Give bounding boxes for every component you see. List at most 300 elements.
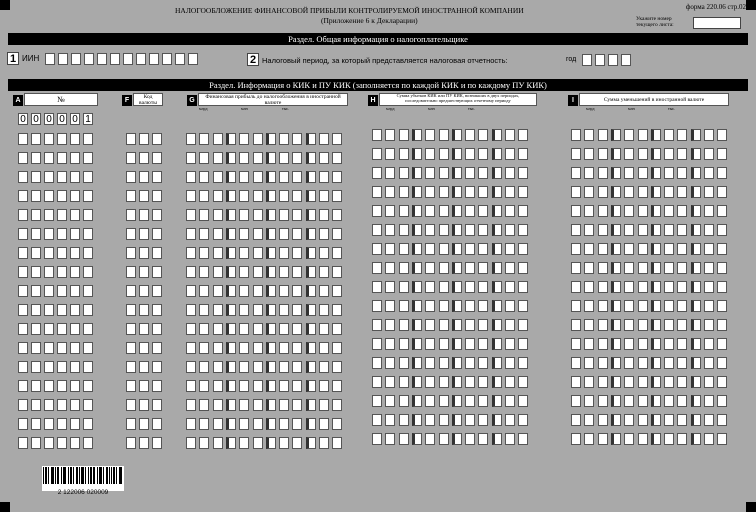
reductions-cell[interactable] [638, 167, 648, 179]
financial-profit-cell[interactable] [306, 209, 316, 221]
kik-number-cell[interactable] [31, 285, 41, 297]
financial-profit-cell[interactable] [253, 228, 263, 240]
reductions-cell[interactable] [638, 186, 648, 198]
financial-profit-cell[interactable] [279, 342, 289, 354]
losses-cell[interactable] [372, 224, 382, 236]
losses-cell[interactable] [492, 186, 502, 198]
losses-cell[interactable] [505, 300, 515, 312]
financial-profit-cell[interactable] [226, 266, 236, 278]
iin-digit-cell[interactable] [71, 53, 81, 65]
financial-profit-cell[interactable] [199, 342, 209, 354]
kik-number-cell[interactable] [18, 304, 28, 316]
kik-number-cell[interactable] [83, 190, 93, 202]
financial-profit-cell[interactable] [279, 285, 289, 297]
currency-code-cell[interactable] [126, 323, 136, 335]
financial-profit-cell[interactable] [266, 437, 276, 449]
reductions-cell[interactable] [717, 414, 727, 426]
financial-profit-cell[interactable] [306, 228, 316, 240]
reductions-cell[interactable] [677, 338, 687, 350]
losses-cell[interactable] [439, 129, 449, 141]
reductions-cell[interactable] [611, 243, 621, 255]
financial-profit-cell[interactable] [213, 380, 223, 392]
financial-profit-cell[interactable] [253, 418, 263, 430]
losses-cell[interactable] [465, 262, 475, 274]
losses-cell[interactable] [452, 243, 462, 255]
losses-cell[interactable] [465, 148, 475, 160]
losses-cell[interactable] [478, 205, 488, 217]
currency-code-cell[interactable] [139, 228, 149, 240]
financial-profit-cell[interactable] [292, 304, 302, 316]
losses-cell[interactable] [372, 205, 382, 217]
financial-profit-cell[interactable] [279, 228, 289, 240]
currency-code-cell[interactable] [152, 437, 162, 449]
financial-profit-cell[interactable] [199, 247, 209, 259]
currency-code-cell[interactable] [152, 133, 162, 145]
financial-profit-cell[interactable] [279, 304, 289, 316]
losses-cell[interactable] [385, 300, 395, 312]
reductions-cell[interactable] [651, 433, 661, 445]
financial-profit-cell[interactable] [213, 437, 223, 449]
financial-profit-cell[interactable] [292, 285, 302, 297]
financial-profit-cell[interactable] [319, 133, 329, 145]
reductions-cell[interactable] [611, 414, 621, 426]
losses-cell[interactable] [452, 338, 462, 350]
reductions-cell[interactable] [691, 376, 701, 388]
reductions-cell[interactable] [664, 262, 674, 274]
reductions-cell[interactable] [624, 376, 634, 388]
reductions-cell[interactable] [584, 319, 594, 331]
losses-cell[interactable] [372, 167, 382, 179]
losses-cell[interactable] [452, 319, 462, 331]
kik-number-cell[interactable] [31, 342, 41, 354]
iin-digit-cell[interactable] [84, 53, 94, 65]
currency-code-cell[interactable] [139, 361, 149, 373]
kik-number-cell[interactable] [18, 418, 28, 430]
reductions-cell[interactable] [664, 148, 674, 160]
kik-number-cell[interactable] [83, 418, 93, 430]
currency-code-cell[interactable] [139, 437, 149, 449]
reductions-cell[interactable] [651, 148, 661, 160]
losses-cell[interactable] [385, 414, 395, 426]
reductions-cell[interactable] [638, 357, 648, 369]
kik-number-cell[interactable] [18, 209, 28, 221]
losses-cell[interactable] [465, 243, 475, 255]
financial-profit-cell[interactable] [199, 361, 209, 373]
losses-cell[interactable] [465, 167, 475, 179]
financial-profit-cell[interactable] [306, 304, 316, 316]
losses-cell[interactable] [412, 414, 422, 426]
kik-number-cell[interactable] [44, 133, 54, 145]
kik-number-cell[interactable] [57, 323, 67, 335]
losses-cell[interactable] [372, 414, 382, 426]
losses-cell[interactable] [505, 167, 515, 179]
losses-cell[interactable] [478, 395, 488, 407]
losses-cell[interactable] [439, 300, 449, 312]
financial-profit-cell[interactable] [239, 342, 249, 354]
reductions-cell[interactable] [664, 338, 674, 350]
currency-code-cell[interactable] [152, 152, 162, 164]
reductions-cell[interactable] [624, 357, 634, 369]
losses-cell[interactable] [518, 414, 528, 426]
financial-profit-cell[interactable] [306, 266, 316, 278]
losses-cell[interactable] [478, 357, 488, 369]
financial-profit-cell[interactable] [186, 361, 196, 373]
losses-cell[interactable] [478, 167, 488, 179]
reductions-cell[interactable] [624, 129, 634, 141]
reductions-cell[interactable] [584, 186, 594, 198]
financial-profit-cell[interactable] [319, 380, 329, 392]
losses-cell[interactable] [452, 224, 462, 236]
reductions-cell[interactable] [651, 338, 661, 350]
kik-number-cell[interactable] [83, 152, 93, 164]
financial-profit-cell[interactable] [239, 323, 249, 335]
losses-cell[interactable] [425, 129, 435, 141]
financial-profit-cell[interactable] [279, 171, 289, 183]
currency-code-cell[interactable] [152, 304, 162, 316]
reductions-cell[interactable] [691, 167, 701, 179]
losses-cell[interactable] [412, 148, 422, 160]
reductions-cell[interactable] [624, 148, 634, 160]
currency-code-cell[interactable] [126, 418, 136, 430]
financial-profit-cell[interactable] [266, 266, 276, 278]
kik-number-cell[interactable] [70, 323, 80, 335]
kik-number-cell[interactable] [83, 285, 93, 297]
financial-profit-cell[interactable] [226, 399, 236, 411]
losses-cell[interactable] [412, 319, 422, 331]
losses-cell[interactable] [425, 243, 435, 255]
losses-cell[interactable] [478, 376, 488, 388]
losses-cell[interactable] [439, 224, 449, 236]
losses-cell[interactable] [399, 300, 409, 312]
financial-profit-cell[interactable] [186, 285, 196, 297]
currency-code-cell[interactable] [139, 152, 149, 164]
financial-profit-cell[interactable] [292, 190, 302, 202]
losses-cell[interactable] [452, 414, 462, 426]
kik-number-cell[interactable] [18, 247, 28, 259]
reductions-cell[interactable] [691, 395, 701, 407]
reductions-cell[interactable] [638, 414, 648, 426]
reductions-cell[interactable] [584, 129, 594, 141]
losses-cell[interactable] [478, 224, 488, 236]
kik-number-cell[interactable] [83, 171, 93, 183]
losses-cell[interactable] [412, 167, 422, 179]
reductions-cell[interactable] [664, 129, 674, 141]
losses-cell[interactable] [452, 300, 462, 312]
kik-number-cell[interactable] [57, 418, 67, 430]
losses-cell[interactable] [385, 338, 395, 350]
reductions-cell[interactable] [704, 129, 714, 141]
kik-number-cell[interactable] [57, 304, 67, 316]
financial-profit-cell[interactable] [226, 361, 236, 373]
reductions-cell[interactable] [677, 129, 687, 141]
reductions-cell[interactable] [664, 395, 674, 407]
kik-number-cell[interactable] [44, 399, 54, 411]
losses-cell[interactable] [505, 414, 515, 426]
financial-profit-cell[interactable] [213, 361, 223, 373]
financial-profit-cell[interactable] [186, 418, 196, 430]
reductions-cell[interactable] [598, 395, 608, 407]
financial-profit-cell[interactable] [186, 228, 196, 240]
losses-cell[interactable] [439, 338, 449, 350]
financial-profit-cell[interactable] [226, 380, 236, 392]
reductions-cell[interactable] [677, 167, 687, 179]
reductions-cell[interactable] [677, 281, 687, 293]
kik-number-cell[interactable] [18, 399, 28, 411]
financial-profit-cell[interactable] [199, 323, 209, 335]
losses-cell[interactable] [399, 148, 409, 160]
losses-cell[interactable] [412, 224, 422, 236]
reductions-cell[interactable] [571, 129, 581, 141]
reductions-cell[interactable] [571, 148, 581, 160]
reductions-cell[interactable] [584, 167, 594, 179]
losses-cell[interactable] [465, 300, 475, 312]
financial-profit-cell[interactable] [266, 247, 276, 259]
kik-number-cell[interactable] [31, 323, 41, 335]
losses-cell[interactable] [518, 338, 528, 350]
reductions-cell[interactable] [598, 205, 608, 217]
iin-digit-cell[interactable] [58, 53, 68, 65]
losses-cell[interactable] [385, 319, 395, 331]
currency-code-cell[interactable] [139, 285, 149, 297]
currency-code-cell[interactable] [126, 266, 136, 278]
reductions-cell[interactable] [651, 262, 661, 274]
financial-profit-cell[interactable] [199, 152, 209, 164]
losses-cell[interactable] [492, 338, 502, 350]
year-digit-cell[interactable] [621, 54, 631, 66]
kik-number-cell[interactable] [70, 190, 80, 202]
financial-profit-cell[interactable] [266, 285, 276, 297]
financial-profit-cell[interactable] [213, 152, 223, 164]
currency-code-cell[interactable] [152, 399, 162, 411]
financial-profit-cell[interactable] [199, 418, 209, 430]
reductions-cell[interactable] [598, 167, 608, 179]
losses-cell[interactable] [505, 205, 515, 217]
financial-profit-cell[interactable] [239, 152, 249, 164]
losses-cell[interactable] [425, 338, 435, 350]
currency-code-cell[interactable] [152, 171, 162, 183]
financial-profit-cell[interactable] [253, 152, 263, 164]
sheet-number-field[interactable] [693, 17, 741, 29]
currency-code-cell[interactable] [139, 247, 149, 259]
reductions-cell[interactable] [717, 433, 727, 445]
financial-profit-cell[interactable] [279, 361, 289, 373]
losses-cell[interactable] [399, 281, 409, 293]
financial-profit-cell[interactable] [319, 437, 329, 449]
financial-profit-cell[interactable] [332, 171, 342, 183]
financial-profit-cell[interactable] [292, 133, 302, 145]
financial-profit-cell[interactable] [319, 209, 329, 221]
losses-cell[interactable] [385, 224, 395, 236]
kik-number-cell[interactable] [18, 190, 28, 202]
losses-cell[interactable] [439, 414, 449, 426]
kik-number-cell[interactable] [31, 399, 41, 411]
kik-number-cell[interactable] [83, 342, 93, 354]
financial-profit-cell[interactable] [306, 247, 316, 259]
losses-cell[interactable] [492, 224, 502, 236]
financial-profit-cell[interactable] [226, 228, 236, 240]
losses-cell[interactable] [439, 186, 449, 198]
losses-cell[interactable] [385, 167, 395, 179]
financial-profit-cell[interactable] [279, 247, 289, 259]
losses-cell[interactable] [518, 224, 528, 236]
financial-profit-cell[interactable] [239, 418, 249, 430]
financial-profit-cell[interactable] [266, 133, 276, 145]
reductions-cell[interactable] [611, 281, 621, 293]
reductions-cell[interactable] [677, 319, 687, 331]
reductions-cell[interactable] [677, 243, 687, 255]
losses-cell[interactable] [425, 224, 435, 236]
losses-cell[interactable] [425, 205, 435, 217]
currency-code-cell[interactable] [126, 399, 136, 411]
reductions-cell[interactable] [664, 224, 674, 236]
kik-number-cell[interactable] [44, 228, 54, 240]
losses-cell[interactable] [478, 414, 488, 426]
currency-code-cell[interactable] [152, 266, 162, 278]
losses-cell[interactable] [425, 414, 435, 426]
losses-cell[interactable] [465, 281, 475, 293]
losses-cell[interactable] [492, 376, 502, 388]
financial-profit-cell[interactable] [279, 266, 289, 278]
financial-profit-cell[interactable] [253, 380, 263, 392]
currency-code-cell[interactable] [139, 399, 149, 411]
reductions-cell[interactable] [717, 186, 727, 198]
reductions-cell[interactable] [571, 357, 581, 369]
reductions-cell[interactable] [584, 205, 594, 217]
reductions-cell[interactable] [638, 243, 648, 255]
reductions-cell[interactable] [717, 205, 727, 217]
losses-cell[interactable] [372, 243, 382, 255]
losses-cell[interactable] [505, 338, 515, 350]
reductions-cell[interactable] [704, 148, 714, 160]
reductions-cell[interactable] [691, 148, 701, 160]
kik-number-cell[interactable] [18, 342, 28, 354]
financial-profit-cell[interactable] [306, 285, 316, 297]
financial-profit-cell[interactable] [213, 323, 223, 335]
kik-number-cell[interactable] [18, 380, 28, 392]
financial-profit-cell[interactable] [306, 380, 316, 392]
kik-number-cell[interactable] [57, 247, 67, 259]
reductions-cell[interactable] [664, 433, 674, 445]
currency-code-cell[interactable] [139, 190, 149, 202]
reductions-cell[interactable] [717, 395, 727, 407]
losses-cell[interactable] [399, 395, 409, 407]
financial-profit-cell[interactable] [292, 228, 302, 240]
losses-cell[interactable] [452, 186, 462, 198]
financial-profit-cell[interactable] [306, 437, 316, 449]
kik-number-cell[interactable] [44, 304, 54, 316]
reductions-cell[interactable] [571, 414, 581, 426]
financial-profit-cell[interactable] [239, 171, 249, 183]
currency-code-cell[interactable] [139, 380, 149, 392]
reductions-cell[interactable] [664, 300, 674, 312]
kik-number-cell[interactable] [57, 285, 67, 297]
losses-cell[interactable] [439, 262, 449, 274]
reductions-cell[interactable] [611, 357, 621, 369]
reductions-cell[interactable] [704, 224, 714, 236]
losses-cell[interactable] [492, 357, 502, 369]
losses-cell[interactable] [505, 433, 515, 445]
reductions-cell[interactable] [611, 376, 621, 388]
kik-number-cell[interactable] [44, 342, 54, 354]
financial-profit-cell[interactable] [332, 190, 342, 202]
losses-cell[interactable] [439, 243, 449, 255]
row-number-digit-2[interactable]: 0 [31, 113, 41, 125]
reductions-cell[interactable] [717, 129, 727, 141]
losses-cell[interactable] [492, 319, 502, 331]
financial-profit-cell[interactable] [319, 342, 329, 354]
losses-cell[interactable] [505, 148, 515, 160]
reductions-cell[interactable] [638, 129, 648, 141]
losses-cell[interactable] [465, 376, 475, 388]
losses-cell[interactable] [452, 129, 462, 141]
losses-cell[interactable] [439, 167, 449, 179]
losses-cell[interactable] [412, 186, 422, 198]
losses-cell[interactable] [439, 357, 449, 369]
financial-profit-cell[interactable] [332, 133, 342, 145]
row-number-digit-1[interactable]: 0 [18, 113, 28, 125]
reductions-cell[interactable] [651, 186, 661, 198]
financial-profit-cell[interactable] [213, 190, 223, 202]
financial-profit-cell[interactable] [253, 190, 263, 202]
reductions-cell[interactable] [677, 376, 687, 388]
kik-number-cell[interactable] [31, 304, 41, 316]
currency-code-cell[interactable] [126, 190, 136, 202]
reductions-cell[interactable] [571, 262, 581, 274]
financial-profit-cell[interactable] [332, 228, 342, 240]
losses-cell[interactable] [518, 262, 528, 274]
financial-profit-cell[interactable] [319, 152, 329, 164]
kik-number-cell[interactable] [57, 399, 67, 411]
losses-cell[interactable] [385, 376, 395, 388]
iin-digit-cell[interactable] [45, 53, 55, 65]
financial-profit-cell[interactable] [213, 304, 223, 316]
losses-cell[interactable] [372, 395, 382, 407]
iin-digit-cell[interactable] [149, 53, 159, 65]
kik-number-cell[interactable] [31, 133, 41, 145]
reductions-cell[interactable] [651, 376, 661, 388]
reductions-cell[interactable] [598, 414, 608, 426]
losses-cell[interactable] [478, 129, 488, 141]
reductions-cell[interactable] [651, 205, 661, 217]
losses-cell[interactable] [478, 300, 488, 312]
losses-cell[interactable] [492, 300, 502, 312]
financial-profit-cell[interactable] [226, 247, 236, 259]
reductions-cell[interactable] [598, 281, 608, 293]
reductions-cell[interactable] [638, 300, 648, 312]
financial-profit-cell[interactable] [253, 171, 263, 183]
financial-profit-cell[interactable] [213, 342, 223, 354]
losses-cell[interactable] [439, 395, 449, 407]
kik-number-cell[interactable] [70, 437, 80, 449]
kik-number-cell[interactable] [31, 228, 41, 240]
financial-profit-cell[interactable] [239, 380, 249, 392]
year-digit-cell[interactable] [595, 54, 605, 66]
losses-cell[interactable] [465, 186, 475, 198]
financial-profit-cell[interactable] [319, 418, 329, 430]
currency-code-cell[interactable] [126, 437, 136, 449]
kik-number-cell[interactable] [57, 361, 67, 373]
losses-cell[interactable] [518, 376, 528, 388]
kik-number-cell[interactable] [83, 399, 93, 411]
financial-profit-cell[interactable] [306, 361, 316, 373]
losses-cell[interactable] [412, 281, 422, 293]
reductions-cell[interactable] [584, 262, 594, 274]
financial-profit-cell[interactable] [292, 361, 302, 373]
kik-number-cell[interactable] [18, 228, 28, 240]
kik-number-cell[interactable] [57, 342, 67, 354]
reductions-cell[interactable] [704, 338, 714, 350]
reductions-cell[interactable] [571, 167, 581, 179]
